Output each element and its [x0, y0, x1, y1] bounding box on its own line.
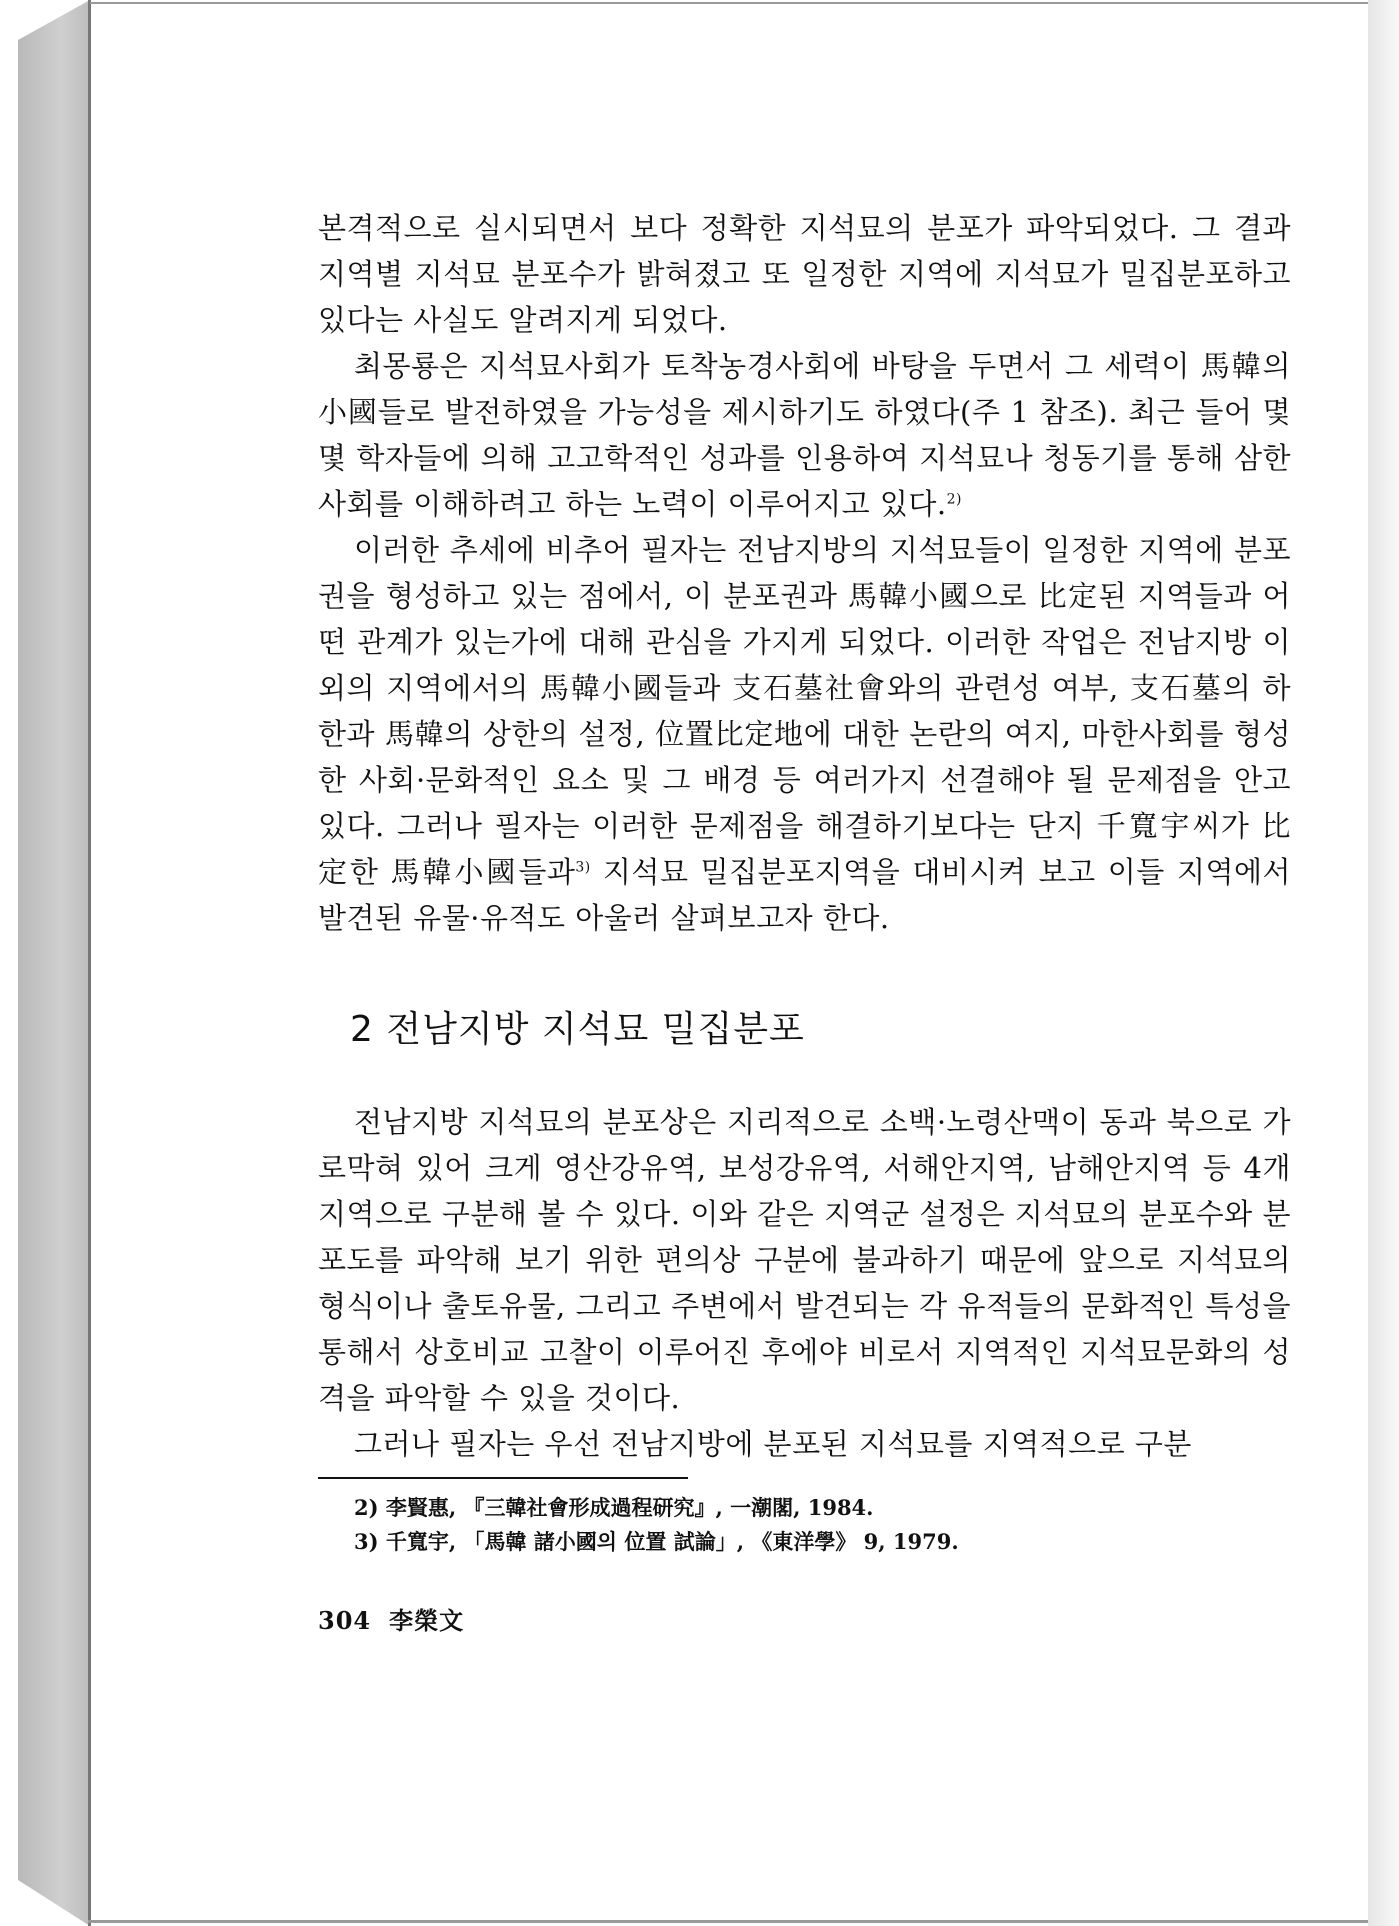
running-author: 李榮文 [389, 1606, 465, 1635]
paragraph-3-text: 이러한 추세에 비추어 필자는 전남지방의 지석묘들이 일정한 지역에 분포권을 형성하고 있는 점에서, 이 분포권과 馬韓小國으로 比定된 지역들과 어떤 관계가 있는가에 대해 관심을 가지게 되었다. 이러한 작업은 전남지방 이외의 지역에서의 馬韓小國들과 支石墓社會와의 관련성 여부, 支石墓의 하한과 馬韓의 상한의 설정, 位置比定地에 대한 논란의 여지, 마한사회를 형성한 사회·문화적인 요소 및 그 배경 등 여러가지 선결해야 될 문제점을 안고 있다. 그러나 필자는 이러한 문제점을 해결하기보다는 단지 千寬宇씨가 比定한 馬韓小國들과 [318, 533, 1291, 889]
section-2 [318, 1099, 1291, 1467]
paragraph-2 [318, 343, 1291, 527]
footnotes [354, 1491, 1291, 1559]
spine-edge [88, 0, 91, 1926]
book-spine [18, 0, 92, 1926]
paragraph-4: 전남지방 지석묘의 분포상은 지리적으로 소백·노령산맥이 동과 북으로 가로막혀 있어 크게 영산강유역, 보성강유역, 서해안지역, 남해안지역 등 4개지역으로 구분해 볼 수 있다. 이와 같은 지역군 설정은 지석묘의 분포수와 분포도를 파악해 보기 위한 편의상 구분에 불과하기 때문에 앞으로 지석묘의 형식이나 출토유물, 그리고 주변에서 발견되는 각 유적들의 문화적인 특성을 통해서 상호비교 고찰이 이루어진 후에야 비로서 지역적인 지석묘문화의 성격을 파악할 수 있을 것이다. [318, 1105, 1291, 1415]
page-top-edge [90, 2, 1370, 4]
section-heading: 2 전남지방 지석묘 밀집분포 [350, 1009, 805, 1050]
page-content [318, 205, 1291, 1636]
footnote-divider [318, 1477, 688, 1479]
page-bottom-edge [88, 1920, 1368, 1923]
paragraph-1: 본격적으로 실시되면서 보다 정확한 지석묘의 분포가 파악되었다. 그 결과 지역별 지석묘 분포수가 밝혀졌고 또 일정한 지역에 지석묘가 밀집분포하고 있다는 사실도 알려지게 되었다. [318, 211, 1291, 337]
footnote-ref-2[interactable]: 2) [946, 491, 962, 508]
paragraph-2-text: 최몽룡은 지석묘사회가 토착농경사회에 바탕을 두면서 그 세력이 馬韓의 小國들로 발전하였을 가능성을 제시하기도 하였다(주 1 참조). 최근 들어 몇몇 학자들에 의해 고고학적인 성과를 인용하여 지석묘나 청동기를 통해 삼한사회를 이해하려고 하는 노력이 이루어지고 있다. [318, 349, 1291, 521]
paragraph-3 [318, 527, 1291, 941]
paragraph-3-text-cont: 지석묘 밀집분포지역을 대비시켜 보고 이들 지역에서 발견된 유물·유적도 아울러 살펴보고자 한다. [318, 855, 1292, 935]
footnote-ref-3[interactable]: 3) [575, 859, 591, 876]
footnote-3: 3) 千寬宇, 「馬韓 諸小國의 位置 試論」, 《東洋學》 9, 1979. [354, 1529, 959, 1554]
footnote-2: 2) 李賢惠, 『三韓社會形成過程研究』, 一潮閣, 1984. [354, 1495, 874, 1520]
page-footer [318, 1601, 1291, 1636]
page-right-edge [1368, 0, 1399, 1926]
page-number: 304 [318, 1606, 372, 1635]
paragraph-5: 그러나 필자는 우선 전남지방에 분포된 지석묘를 지역적으로 구분 [354, 1427, 1192, 1461]
